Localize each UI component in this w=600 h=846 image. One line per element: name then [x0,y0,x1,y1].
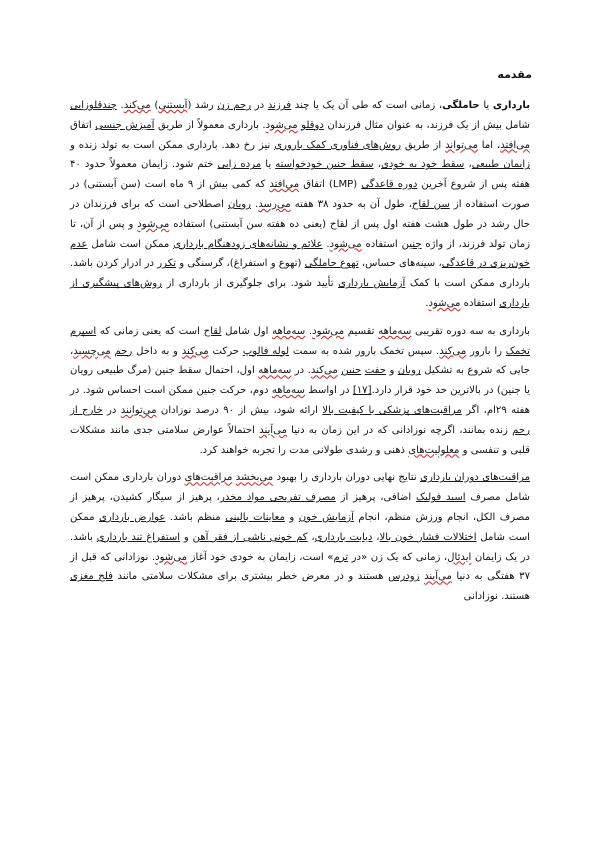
document-body [70,96,530,607]
text-run: در اواسط [304,385,353,397]
text-run: . بارداری معمولاً از طریق [154,119,266,131]
text-run: ، [464,159,472,171]
hyperlink-term[interactable]: دوره قاعدگی [361,179,418,191]
text-run: و [284,511,299,523]
hyperlink-term[interactable]: لقاح [203,325,222,337]
text-run: اصطلاحی است که برای فرزندان در حال رشد در طول هشت هفته اول پس از لقاح (یعنی ده هفته سن آبستنی) استفاده [70,198,530,230]
text-run: ذهنی و رشدی طولانی مدت را تجربه خواهند کرد. [199,444,409,456]
text-run: تقسیم [344,325,379,337]
spellcheck-flagged-word: مراقبت‌های [184,472,233,484]
spellcheck-flagged-word: می‌کند [181,345,209,357]
text-run: در [251,100,268,111]
section-heading: مقدمه [497,68,532,81]
text-run: در [102,404,121,416]
hyperlink-term[interactable]: سقط خود به خودی [381,159,465,171]
text-run: ارائه شود، بیش از ۹۰ درصد نوزادان [156,404,323,416]
spellcheck-flagged-word: می‌شود [428,297,461,309]
spellcheck-flagged-word: ایدئال [447,551,472,563]
hyperlink-term[interactable]: خارج از رحم [70,404,530,436]
text-run: احتمالاً عوارض سلامتی جدی مانند مشکلات قلبی و تنفسی و [70,424,530,456]
text-run: (تهوع و استفراغ)، گرسنگی و [176,258,305,270]
text-run: . [425,297,429,309]
text-run: تأیید شود. برای جلوگیری از بارداری از [162,278,339,290]
text-run: را بارور [466,345,506,357]
hyperlink-term[interactable]: تهوع حاملگی [304,258,359,270]
hyperlink-term[interactable]: رویان [397,365,421,377]
hyperlink-term[interactable]: چندقلوزایی [70,100,117,111]
hyperlink-term[interactable]: استفراغ تند بارداری [96,531,181,543]
text-run: ممکن است شامل [70,511,530,543]
spellcheck-flagged-word: می‌کند [310,365,338,377]
hyperlink-term[interactable]: روش‌های فناوری کمک باروری [274,139,401,151]
hyperlink-term[interactable]: مراقبت‌های پزشکی با کیفیت بالا [322,404,462,416]
text-run: هستند. نوزادانی [463,591,530,603]
text-run: . در [291,365,311,377]
text-run: » است، زایمان به خودی خود آغاز [187,551,334,563]
text-run: نیز رخ دهد. بارداری ممکن است به تولد زنده و [70,139,275,151]
spellcheck-flagged-word: می‌آیند [424,571,452,583]
paragraph-1 [70,96,530,314]
text-run: . [322,238,330,250]
hyperlink-term[interactable]: اسید فولیک [415,492,466,504]
spellcheck-flagged-word: آبستنی [158,100,188,111]
text-run: که کمی بیش از ۹ ماه است (سن آبستنی) در صورت استفاده از [70,179,530,210]
hyperlink-term[interactable]: تکرر [157,258,177,270]
hyperlink-term[interactable]: دیابت بارداری [314,531,373,543]
text-run: نتایج نهایی دوران بارداری را بهبود [273,472,421,484]
text-run: رشد ( [187,100,218,111]
hyperlink-term[interactable]: رحم زن [217,100,252,111]
text-run: در ادرار کردن باشد. بارداری ممکن است با کمک [70,258,530,290]
text-run: ، [373,159,381,171]
hyperlink-term[interactable]: زودرس [388,571,420,583]
text-run: ، طول آن به حدود ۳۸ هفته [290,198,412,210]
text-run: استفاده [361,238,402,250]
spellcheck-flagged-word: می‌تواند [445,139,478,151]
spellcheck-flagged-word: می‌رسد [258,198,291,210]
bold-term: بارداری [492,100,530,111]
text-run: حرکت [208,345,243,357]
spellcheck-flagged-word: سه‌ماهه [272,325,306,337]
text-run: یا [479,100,493,111]
spellcheck-flagged-word: می‌شود [155,551,188,563]
text-run: از طریق [400,139,446,151]
paragraph-2 [70,322,530,461]
hyperlink-term[interactable]: ترم [333,551,349,563]
spellcheck-flagged-word: معلولیت‌های [408,444,460,456]
spellcheck-flagged-word: می‌توانند [120,404,157,416]
text-run: . [305,325,313,337]
spellcheck-flagged-word: می‌شود [329,238,362,250]
text-run: ختم شود. زایمان معمولاً حدود ۴۰ هفته پس از شروع آخرین [70,159,530,191]
spellcheck-flagged-word: می‌شود [137,218,170,230]
spellcheck-flagged-word: می‌چسبد [73,345,111,357]
hyperlink-term[interactable]: تخمک [505,345,530,357]
spellcheck-flagged-word: سه‌ماهه [271,385,305,397]
hyperlink-term[interactable]: علائم و نشانه‌های زودهنگام بارداری [173,238,323,250]
text-run: اول شامل [221,325,273,337]
text-run: است که یعنی زمانی که [96,325,204,337]
text-run: اتفاق [70,119,96,131]
hyperlink-term[interactable]: سن لقاح [411,198,450,210]
spellcheck-flagged-word: می‌شود [312,325,345,337]
text-run: شامل بیش از یک فرزند، به عنوان مثال فرزندان [323,119,530,131]
hyperlink-term[interactable]: عدم خون‌ریزی در قاعدگی [70,238,531,270]
hyperlink-term[interactable]: مرده زایی [217,159,262,171]
spellcheck-flagged-word: می‌کند [123,100,151,111]
spellcheck-flagged-word: سه‌ماهه [258,365,292,377]
text-run: ، [307,531,315,543]
text-run: ) [150,100,159,111]
spellcheck-flagged-word: می‌آیند [259,424,287,436]
hyperlink-term[interactable]: دوقلو [301,119,324,131]
hyperlink-term[interactable]: معاینات بالینی [225,511,285,523]
text-run: منظم باشد. [165,511,226,523]
text-run: بارداری به سه دوره تقریبی [411,325,530,337]
spellcheck-flagged-word: می‌شود [265,119,298,131]
hyperlink-term[interactable]: آمیزش جنسی [95,119,155,131]
text-run: ممکن است شامل [87,238,174,250]
spellcheck-flagged-word: سه‌ماهه [378,325,412,337]
hyperlink-term[interactable]: آزمایش خون [298,511,354,523]
paragraph-3 [70,468,530,607]
text-run: ، زمانی است که طی آن یک یا چند [291,100,443,111]
text-run: و [180,531,193,543]
text-run: و [386,365,398,377]
text-run: یا [261,159,276,171]
text-run: دوران بارداری ممکن است شامل مصرف [70,472,530,504]
hyperlink-term[interactable]: جنین [401,238,422,250]
hyperlink-term[interactable]: کم خونی ناشی از فقر آهن [192,531,308,543]
citation-link[interactable]: [۱۷] [352,385,372,397]
text-run: و به داخل [132,345,182,357]
hyperlink-term[interactable]: آزمایش بارداری [338,278,406,290]
text-run: و پس از آن، تا زمان تولد فرزند، از واژه [70,218,530,250]
hyperlink-term[interactable]: جنین [341,365,362,377]
text-run: . سپس تخمک بارور شده به سمت [289,345,440,357]
text-run: ، سینه‌های حساس، [358,258,442,270]
text-run: زنده بمانند، اگرچه نوزادانی که در این زمان به دنیا [286,424,513,436]
hyperlink-term[interactable]: زایمان طبیعی [471,159,531,171]
text-run: ، پرهیز از سیگار کشیدن، پرهیز از مصرف الکل، انجام ورزش منظم، انجام [70,492,530,523]
text-run: دوم، حرکت جنین ممکن است احساس شود. در هفته ۲۹ام، اگر [70,385,530,416]
hyperlink-term[interactable]: مراقبت‌های دوران بارداری [420,472,530,484]
text-run: استفاده [460,297,500,309]
text-run: ، [372,531,380,543]
text-run: . [116,100,124,111]
text-run: . [251,198,259,210]
text-run: . نوزادانی که قبل از ۳۷ هفتگی به دنیا [70,551,531,583]
spellcheck-flagged-word: می‌بخشد [235,472,274,484]
hyperlink-term[interactable]: رحم [114,345,133,357]
text-run: ، اما [477,139,501,151]
hyperlink-term[interactable]: رویان [227,198,251,210]
hyperlink-term[interactable]: سقط جنین خودخواسته [275,159,374,171]
text-run: ، جایی که شروع به تشکیل [70,345,530,377]
text-run: باشد. در یک زایمان [70,531,531,563]
spellcheck-flagged-word: می‌افتد [500,139,530,151]
hyperlink-term[interactable]: عوارض بارداری [98,511,166,523]
hyperlink-term[interactable]: فلج مغزی [70,571,113,583]
spellcheck-flagged-word: می‌کند [439,345,467,357]
text-run: (LMP) اتفاق [299,179,362,191]
spellcheck-flagged-word: می‌افتد [269,179,300,191]
hyperlink-term[interactable]: فرزند [267,100,292,111]
hyperlink-term[interactable]: اختلالات فشار خون بالا [379,531,477,543]
hyperlink-term[interactable]: جفت [364,365,386,377]
hyperlink-term[interactable]: اسپرم [70,325,97,337]
text-run: هستند و در معرض خطر بیشتری برای مشکلات سلامتی مانند [112,571,389,583]
bold-term: حاملگی [442,100,480,111]
text-run: اول، احتمال سقط جنین (مرگ طبیعی رویان یا جنین) در بالاترین حد خود قرار دارد. [70,365,530,397]
hyperlink-term[interactable]: روش‌های پیشگیری از بارداری [70,278,530,309]
hyperlink-term[interactable]: مصرف تفریحی مواد مخدر [219,492,336,504]
text-run: اضافی، پرهیز از [335,492,416,504]
hyperlink-term[interactable]: لوله فالوپ [242,345,290,357]
text-run: ، زمانی که یک زن «در [348,551,448,563]
